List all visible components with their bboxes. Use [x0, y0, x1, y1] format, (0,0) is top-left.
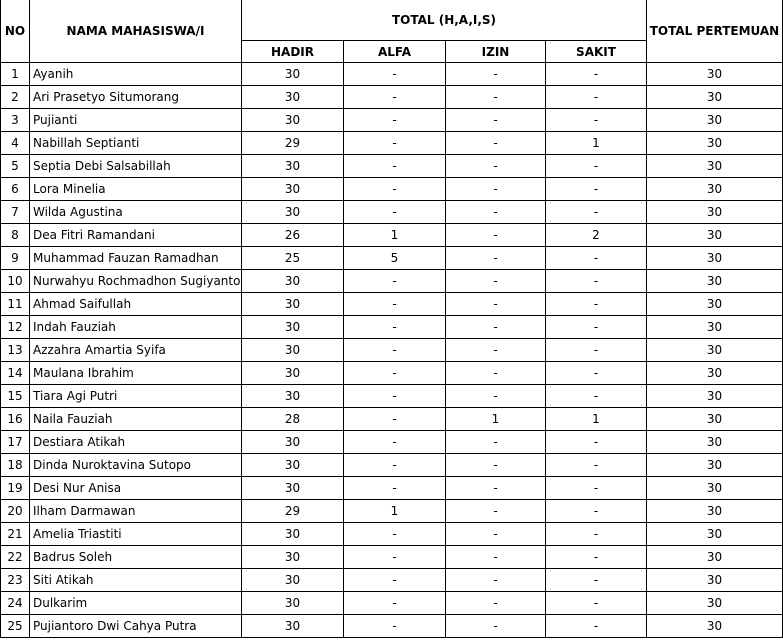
cell-sakit[interactable]: - [546, 86, 647, 109]
cell-alfa[interactable]: - [344, 477, 446, 500]
cell-alfa[interactable]: - [344, 201, 446, 224]
cell-hadir[interactable]: 30 [242, 155, 344, 178]
cell-izin[interactable]: - [446, 477, 546, 500]
cell-hadir[interactable]: 29 [242, 500, 344, 523]
cell-alfa[interactable]: - [344, 270, 446, 293]
cell-alfa[interactable]: - [344, 569, 446, 592]
table-row [1, 63, 783, 86]
cell-izin[interactable]: - [446, 155, 546, 178]
cell-alfa[interactable]: - [344, 592, 446, 615]
cell-name[interactable]: Septia Debi Salsabillah [30, 155, 242, 178]
cell-alfa[interactable]: 1 [344, 224, 446, 247]
cell-hadir[interactable]: 25 [242, 247, 344, 270]
cell-name[interactable]: Nurwahyu Rochmadhon Sugiyanto [30, 270, 242, 293]
table-row [1, 362, 783, 385]
table-row [1, 178, 783, 201]
header-alfa[interactable]: ALFA [344, 41, 446, 63]
cell-izin[interactable]: - [446, 109, 546, 132]
cell-hadir[interactable]: 30 [242, 592, 344, 615]
cell-no[interactable]: 3 [1, 109, 30, 132]
header-total-pertemuan[interactable]: TOTAL PERTEMUAN [647, 0, 783, 63]
table-row [1, 132, 783, 155]
cell-sakit[interactable]: - [546, 109, 647, 132]
cell-total-pertemuan[interactable]: 30 [647, 569, 783, 592]
cell-name[interactable]: Wilda Agustina [30, 201, 242, 224]
cell-name[interactable]: Naila Fauziah [30, 408, 242, 431]
cell-izin[interactable]: - [446, 339, 546, 362]
cell-name[interactable]: Badrus Soleh [30, 546, 242, 569]
table-row [1, 454, 783, 477]
cell-no[interactable]: 5 [1, 155, 30, 178]
cell-izin[interactable]: - [446, 546, 546, 569]
table-row [1, 155, 783, 178]
cell-izin[interactable]: - [446, 247, 546, 270]
cell-name[interactable]: Tiara Agi Putri [30, 385, 242, 408]
cell-no[interactable]: 20 [1, 500, 30, 523]
table-row [1, 224, 783, 247]
cell-hadir[interactable]: 29 [242, 132, 344, 155]
cell-name[interactable]: Azzahra Amartia Syifa [30, 339, 242, 362]
table-row [1, 569, 783, 592]
cell-total-pertemuan[interactable]: 30 [647, 431, 783, 454]
cell-hadir[interactable]: 30 [242, 615, 344, 638]
cell-sakit[interactable]: 2 [546, 224, 647, 247]
cell-total-pertemuan[interactable]: 30 [647, 454, 783, 477]
cell-alfa[interactable]: 5 [344, 247, 446, 270]
cell-sakit[interactable]: - [546, 316, 647, 339]
cell-no[interactable]: 17 [1, 431, 30, 454]
cell-no[interactable]: 13 [1, 339, 30, 362]
cell-izin[interactable]: - [446, 500, 546, 523]
cell-izin[interactable]: - [446, 86, 546, 109]
header-sakit[interactable]: SAKIT [546, 41, 647, 63]
cell-sakit[interactable]: - [546, 247, 647, 270]
cell-izin[interactable]: - [446, 615, 546, 638]
cell-izin[interactable]: - [446, 431, 546, 454]
cell-izin[interactable]: 1 [446, 408, 546, 431]
cell-name[interactable]: Maulana Ibrahim [30, 362, 242, 385]
cell-hadir[interactable]: 30 [242, 569, 344, 592]
cell-name[interactable]: Ahmad Saifullah [30, 293, 242, 316]
cell-hadir[interactable]: 30 [242, 431, 344, 454]
cell-name[interactable]: Ilham Darmawan [30, 500, 242, 523]
table-row [1, 247, 783, 270]
cell-total-pertemuan[interactable]: 30 [647, 477, 783, 500]
cell-no[interactable]: 22 [1, 546, 30, 569]
cell-no[interactable]: 24 [1, 592, 30, 615]
cell-no[interactable]: 12 [1, 316, 30, 339]
cell-sakit[interactable]: - [546, 201, 647, 224]
header-total-group[interactable]: TOTAL (H,A,I,S) [242, 0, 647, 41]
cell-hadir[interactable]: 30 [242, 316, 344, 339]
cell-izin[interactable]: - [446, 523, 546, 546]
cell-alfa[interactable]: 1 [344, 500, 446, 523]
cell-sakit[interactable]: - [546, 615, 647, 638]
cell-izin[interactable]: - [446, 592, 546, 615]
cell-sakit[interactable]: 1 [546, 132, 647, 155]
cell-sakit[interactable]: - [546, 500, 647, 523]
table-body [1, 63, 783, 638]
cell-sakit[interactable]: - [546, 523, 647, 546]
cell-no[interactable]: 15 [1, 385, 30, 408]
cell-total-pertemuan[interactable]: 30 [647, 385, 783, 408]
cell-no[interactable]: 23 [1, 569, 30, 592]
table-row [1, 109, 783, 132]
cell-name[interactable]: Dea Fitri Ramandani [30, 224, 242, 247]
header-name[interactable]: NAMA MAHASISWA/I [30, 0, 242, 63]
cell-total-pertemuan[interactable]: 30 [647, 362, 783, 385]
cell-name[interactable]: Ari Prasetyo Situmorang [30, 86, 242, 109]
cell-sakit[interactable]: - [546, 155, 647, 178]
cell-alfa[interactable]: - [344, 615, 446, 638]
table-row [1, 293, 783, 316]
cell-hadir[interactable]: 28 [242, 408, 344, 431]
cell-no[interactable]: 14 [1, 362, 30, 385]
cell-alfa[interactable]: - [344, 155, 446, 178]
cell-alfa[interactable]: - [344, 454, 446, 477]
cell-total-pertemuan[interactable]: 30 [647, 247, 783, 270]
cell-hadir[interactable]: 30 [242, 201, 344, 224]
cell-izin[interactable]: - [446, 132, 546, 155]
cell-izin[interactable]: - [446, 569, 546, 592]
cell-hadir[interactable]: 30 [242, 385, 344, 408]
cell-izin[interactable]: - [446, 316, 546, 339]
table-row [1, 615, 783, 638]
cell-name[interactable]: Nabillah Septianti [30, 132, 242, 155]
cell-name[interactable]: Siti Atikah [30, 569, 242, 592]
cell-izin[interactable]: - [446, 270, 546, 293]
cell-hadir[interactable]: 30 [242, 523, 344, 546]
table-header [1, 0, 783, 63]
cell-no[interactable]: 25 [1, 615, 30, 638]
cell-no[interactable]: 11 [1, 293, 30, 316]
cell-hadir[interactable]: 30 [242, 339, 344, 362]
cell-name[interactable]: Lora Minelia [30, 178, 242, 201]
cell-sakit[interactable]: - [546, 569, 647, 592]
cell-izin[interactable]: - [446, 63, 546, 86]
table-row [1, 385, 783, 408]
cell-alfa[interactable]: - [344, 546, 446, 569]
cell-name[interactable]: Indah Fauziah [30, 316, 242, 339]
cell-sakit[interactable]: - [546, 63, 647, 86]
cell-no[interactable]: 9 [1, 247, 30, 270]
cell-name[interactable]: Pujiantoro Dwi Cahya Putra [30, 615, 242, 638]
cell-total-pertemuan[interactable]: 30 [647, 201, 783, 224]
cell-name[interactable]: Pujianti [30, 109, 242, 132]
cell-name[interactable]: Ayanih [30, 63, 242, 86]
cell-hadir[interactable]: 30 [242, 63, 344, 86]
cell-total-pertemuan[interactable]: 30 [647, 546, 783, 569]
cell-no[interactable]: 8 [1, 224, 30, 247]
cell-hadir[interactable]: 30 [242, 546, 344, 569]
cell-total-pertemuan[interactable]: 30 [647, 224, 783, 247]
cell-no[interactable]: 4 [1, 132, 30, 155]
cell-name[interactable]: Dulkarim [30, 592, 242, 615]
cell-total-pertemuan[interactable]: 30 [647, 408, 783, 431]
cell-total-pertemuan[interactable]: 30 [647, 316, 783, 339]
table-row [1, 500, 783, 523]
header-izin[interactable]: IZIN [446, 41, 546, 63]
cell-no[interactable]: 7 [1, 201, 30, 224]
cell-total-pertemuan[interactable]: 30 [647, 523, 783, 546]
table-row [1, 201, 783, 224]
table-row [1, 592, 783, 615]
cell-alfa[interactable]: - [344, 293, 446, 316]
cell-hadir[interactable]: 30 [242, 178, 344, 201]
cell-sakit[interactable]: - [546, 270, 647, 293]
cell-total-pertemuan[interactable]: 30 [647, 339, 783, 362]
cell-total-pertemuan[interactable]: 30 [647, 293, 783, 316]
cell-total-pertemuan[interactable]: 30 [647, 86, 783, 109]
table-row [1, 86, 783, 109]
cell-sakit[interactable]: - [546, 546, 647, 569]
cell-hadir[interactable]: 30 [242, 270, 344, 293]
cell-total-pertemuan[interactable]: 30 [647, 63, 783, 86]
table-row [1, 316, 783, 339]
cell-alfa[interactable]: - [344, 408, 446, 431]
cell-total-pertemuan[interactable]: 30 [647, 592, 783, 615]
table-row [1, 408, 783, 431]
table-row [1, 339, 783, 362]
cell-izin[interactable]: - [446, 454, 546, 477]
cell-total-pertemuan[interactable]: 30 [647, 155, 783, 178]
cell-no[interactable]: 6 [1, 178, 30, 201]
cell-izin[interactable]: - [446, 362, 546, 385]
cell-hadir[interactable]: 30 [242, 454, 344, 477]
cell-hadir[interactable]: 26 [242, 224, 344, 247]
cell-no[interactable]: 2 [1, 86, 30, 109]
cell-alfa[interactable]: - [344, 178, 446, 201]
cell-no[interactable]: 21 [1, 523, 30, 546]
cell-alfa[interactable]: - [344, 316, 446, 339]
cell-total-pertemuan[interactable]: 30 [647, 109, 783, 132]
cell-sakit[interactable]: - [546, 385, 647, 408]
table-row [1, 546, 783, 569]
cell-sakit[interactable]: - [546, 339, 647, 362]
header-hadir[interactable]: HADIR [242, 41, 344, 63]
cell-izin[interactable]: - [446, 178, 546, 201]
cell-sakit[interactable]: - [546, 178, 647, 201]
cell-alfa[interactable]: - [344, 385, 446, 408]
cell-total-pertemuan[interactable]: 30 [647, 270, 783, 293]
cell-sakit[interactable]: - [546, 477, 647, 500]
cell-alfa[interactable]: - [344, 362, 446, 385]
cell-alfa[interactable]: - [344, 86, 446, 109]
cell-total-pertemuan[interactable]: 30 [647, 500, 783, 523]
cell-alfa[interactable]: - [344, 431, 446, 454]
cell-hadir[interactable]: 30 [242, 109, 344, 132]
table-row [1, 477, 783, 500]
cell-hadir[interactable]: 30 [242, 293, 344, 316]
cell-alfa[interactable]: - [344, 63, 446, 86]
cell-no[interactable]: 19 [1, 477, 30, 500]
cell-total-pertemuan[interactable]: 30 [647, 132, 783, 155]
cell-name[interactable]: Destiara Atikah [30, 431, 242, 454]
cell-total-pertemuan[interactable]: 30 [647, 615, 783, 638]
cell-hadir[interactable]: 30 [242, 362, 344, 385]
cell-alfa[interactable]: - [344, 109, 446, 132]
cell-sakit[interactable]: 1 [546, 408, 647, 431]
cell-hadir[interactable]: 30 [242, 477, 344, 500]
cell-izin[interactable]: - [446, 293, 546, 316]
cell-no[interactable]: 1 [1, 63, 30, 86]
cell-alfa[interactable]: - [344, 523, 446, 546]
table-row [1, 431, 783, 454]
cell-no[interactable]: 18 [1, 454, 30, 477]
cell-izin[interactable]: - [446, 385, 546, 408]
cell-sakit[interactable]: - [546, 592, 647, 615]
cell-name[interactable]: Dinda Nuroktavina Sutopo [30, 454, 242, 477]
cell-sakit[interactable]: - [546, 362, 647, 385]
cell-alfa[interactable]: - [344, 132, 446, 155]
cell-sakit[interactable]: - [546, 454, 647, 477]
cell-sakit[interactable]: - [546, 431, 647, 454]
cell-izin[interactable]: - [446, 201, 546, 224]
cell-name[interactable]: Desi Nur Anisa [30, 477, 242, 500]
cell-alfa[interactable]: - [344, 339, 446, 362]
cell-sakit[interactable]: - [546, 293, 647, 316]
cell-name[interactable]: Muhammad Fauzan Ramadhan [30, 247, 242, 270]
table-row [1, 270, 783, 293]
cell-no[interactable]: 16 [1, 408, 30, 431]
header-no[interactable]: NO [1, 0, 30, 63]
cell-hadir[interactable]: 30 [242, 86, 344, 109]
cell-izin[interactable]: - [446, 224, 546, 247]
table-row [1, 523, 783, 546]
cell-name[interactable]: Amelia Triastiti [30, 523, 242, 546]
cell-total-pertemuan[interactable]: 30 [647, 178, 783, 201]
cell-no[interactable]: 10 [1, 270, 30, 293]
